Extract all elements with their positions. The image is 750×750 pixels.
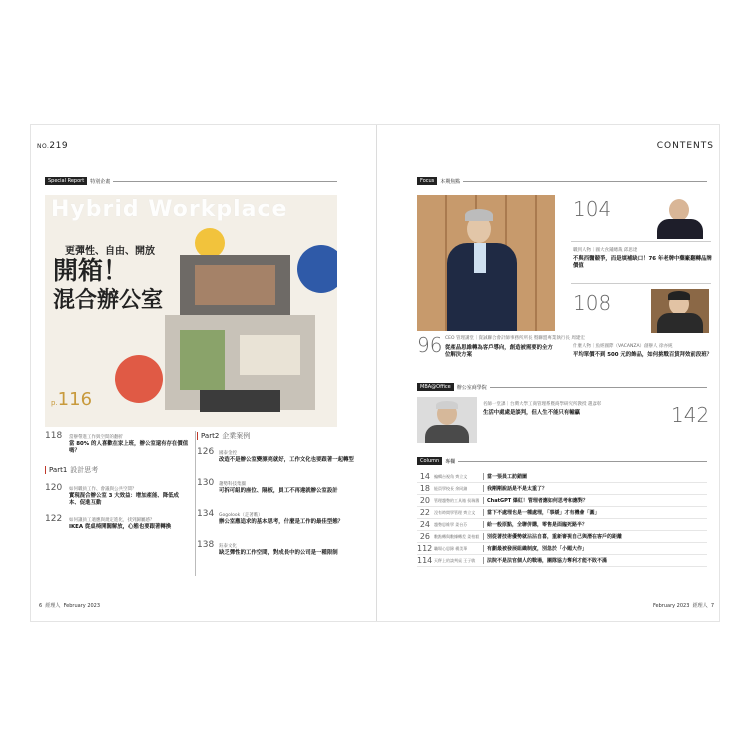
- cover-title-line2: 混合辦公室: [53, 288, 164, 313]
- toc-page-number: 96: [417, 333, 443, 357]
- toc-title[interactable]: 當 80% 的人喜歡在家上班，辦公室還有存在價值嗎？: [69, 441, 189, 454]
- toc-page-number: 122: [45, 514, 63, 524]
- toc-category: 趨勢科技集團: [219, 482, 246, 487]
- toc-page-number: 130: [197, 478, 215, 488]
- list-item[interactable]: 114 天秤上的談判桌 王子敏 法院不是法官個人的戰場，團隊協力奪利才能不敗不滿: [417, 555, 707, 567]
- column-tag: Column: [417, 457, 442, 465]
- toc-category: 什麼人物｜魚經國際（VACANZA）創辦人 徐亦純: [573, 344, 673, 349]
- toc-page-number: 108: [573, 291, 612, 315]
- right-folio: February 2023 經理人 7: [652, 603, 714, 609]
- red-circle: [115, 355, 163, 403]
- focus-zh: 本期焦點: [440, 178, 461, 185]
- focus-cover-photo[interactable]: [417, 195, 555, 331]
- toc-page-number: 104: [573, 197, 612, 221]
- toc-page-number: 120: [45, 483, 63, 493]
- mba-tag: MBA@Office: [417, 383, 454, 391]
- cover-image[interactable]: [45, 195, 337, 427]
- list-item[interactable]: 112 職場心思錄 楊美華 有劃最被發展組織制度，別急於「小題大作」: [417, 543, 707, 555]
- person-shirt: [474, 243, 486, 273]
- toc-title[interactable]: 可拆可組的座位、隔板，員工不再違就辦公室設計: [219, 488, 338, 494]
- cover-subtitle: 更彈性、自由、開放: [65, 246, 155, 257]
- yellow-circle: [195, 228, 225, 258]
- toc-category: 鈺泰文化: [219, 544, 237, 549]
- focus-header: [417, 177, 707, 185]
- toc-category: Gogolook（走著瞧）: [219, 513, 263, 518]
- list-item[interactable]: 14 編輯台視角 齊立文 當一張員工訪錯圖: [417, 471, 707, 483]
- blue-circle: [297, 245, 337, 293]
- issue-number: NO.219: [37, 141, 69, 151]
- part1-header: Part1 設計思考: [45, 465, 98, 475]
- column-zh: 專欄: [445, 458, 456, 465]
- special-report-zh: 特別企畫: [90, 178, 111, 185]
- person-hair: [465, 209, 493, 221]
- toc-title[interactable]: IKEA 從桌椅開闊解放，心態也要跟著轉換: [69, 524, 172, 530]
- toc-category: 如何讓員工適應與規定進化，找到歸屬感？: [69, 518, 155, 523]
- cover-page-number: p.116: [51, 389, 93, 410]
- toc-title[interactable]: 生活中處處是談判，但人生不能只有輸贏: [483, 410, 581, 416]
- toc-title[interactable]: 實現混合辦公室 3 大效益：增加產能、降低成本、促進互動: [69, 493, 179, 506]
- focus-tag: Focus: [417, 177, 437, 185]
- portrait-photo[interactable]: [651, 289, 709, 333]
- toc-category: 當辦帶進工作與空間的翻折: [69, 435, 123, 440]
- toc-title[interactable]: 改造不是辦公室變漂亮就好，工作文化也要跟著一起轉型: [219, 457, 354, 463]
- list-item[interactable]: 18 能員學校長 余同錦 我剛剛說話是不是太重了？: [417, 483, 707, 495]
- toc-page-number: 142: [671, 403, 710, 427]
- toc-category: 如何職員工作、會議與公共空間？: [69, 487, 137, 492]
- cover-headline-en: Hybrid Workplace: [51, 197, 288, 222]
- list-item[interactable]: 20 管理趨勢的工具箱 侯瑞籌 ChatGPT 爆紅！管理者應如何思考和應對？: [417, 495, 707, 507]
- plant-wall: [180, 330, 225, 390]
- toc-category: 職到人物｜國大食鋪總裁 邱思達: [573, 248, 638, 253]
- list-item[interactable]: 22 沒有時間學管理 齊立文 當下不處理也是一種處理，「事緩」才有機會「圓」: [417, 507, 707, 519]
- left-folio: 6 經理人 February 2023: [39, 603, 101, 609]
- toc-category: 國泰金控: [219, 451, 237, 456]
- left-page: [31, 125, 376, 621]
- office-floor: [200, 390, 280, 412]
- mba-zh: 辦公室商學院: [456, 384, 487, 391]
- cover-title-line1: 開箱！: [53, 256, 129, 285]
- toc-title[interactable]: 辦公室應追求的基本思考，什麼是工作的最佳型態？: [219, 519, 343, 525]
- divider: [571, 283, 711, 284]
- list-item[interactable]: 24 趨勢思維學 姜台芬 給一般原點，全聯併購，零售是面臨死路半？: [417, 519, 707, 531]
- office-wall-wood: [195, 265, 275, 305]
- mba-header: [417, 383, 707, 391]
- column-divider: [195, 431, 196, 576]
- toc-title[interactable]: 從產品思維轉為客戶導向，創造被需要的全方位解決方案: [445, 345, 553, 358]
- toc-title[interactable]: 平均單價不到 500 元的飾品，如何挑戰百貨拜效前段班？: [573, 352, 712, 358]
- list-item[interactable]: 26 數點轉與數據轉差 姜柏毅 別從著技術優勢就沾沾自喜，重新審視自己與潛在客戶的距離: [417, 531, 707, 543]
- special-report-tag: Special Report: [45, 177, 87, 185]
- column-header: [417, 457, 707, 465]
- toc-page-number: 138: [197, 540, 215, 550]
- portrait-photo[interactable]: [651, 195, 709, 239]
- part2-header: Part2 企業案例: [197, 431, 250, 441]
- toc-category: CEO 管理講堂｜資誠聯合會計師事務所所長 暨聯盟專業執行長 周建宏: [445, 336, 585, 341]
- divider: [571, 241, 711, 242]
- toc-page-number: 134: [197, 509, 215, 519]
- magazine-spread: [30, 124, 720, 622]
- toc-page-number: 118: [45, 431, 63, 441]
- meeting-area: [240, 335, 300, 375]
- toc-category: 名師一堂課｜台灣大學工商管理系暨商學研究所教授 趙彥彰: [483, 402, 602, 407]
- right-page: [377, 125, 722, 621]
- toc-page-number: 126: [197, 447, 215, 457]
- toc-title[interactable]: 不與西醫競爭，而是填補缺口！76 年老牌中藥廠翻轉品牌價值: [573, 256, 712, 269]
- toc-title[interactable]: 缺乏彈性的工作空間，對成長中的公司是一種限制: [219, 550, 338, 556]
- contents-title: CONTENTS: [656, 141, 714, 151]
- special-report-header: [45, 177, 337, 185]
- portrait-photo[interactable]: [417, 397, 477, 443]
